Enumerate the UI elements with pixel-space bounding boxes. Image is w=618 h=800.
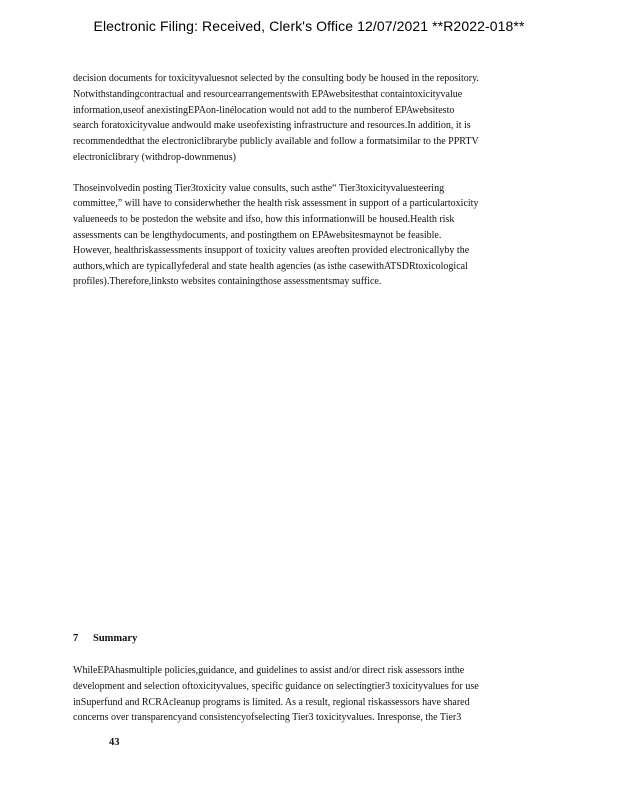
text-line: decision documents for toxicityvaluesnot selected by the consulting body be housed in the repository. (73, 73, 479, 84)
text-line: profiles).Therefore,linksto websites containingthose assessmentsmay suffice. (73, 276, 382, 287)
text-line: WhileEPAhasmultiple policies,guidance, and guidelines to assist and/or direct risk assessors inthe (73, 665, 465, 676)
page-number: 43 (109, 737, 120, 748)
text-line: electroniclibrary (withdrop-downmenus) (73, 152, 237, 163)
section-title: Summary (93, 633, 138, 644)
text-line: Thoseinvolvedin posting Tier3toxicity value consults, such asthe“ Tier3toxicityvaluesteering (73, 183, 445, 194)
text-line: authors,which are typicallyfederal and state health agencies (as isthe casewithATSDRtoxicological (73, 261, 468, 272)
section-number: 7 (73, 633, 79, 644)
text-line: assessments can be lengthydocuments, and postingthem on EPAwebsitesmaynot be feasible. (73, 230, 442, 241)
text-line: Notwithstandingcontractual and resourcearrangementswith EPAwebsitesthat containtoxicityvalue (73, 89, 463, 100)
text-line: concerns over transparencyand consistencyofselecting Tier3 toxicityvalues. Inresponse, the Tier3 (73, 712, 462, 723)
text-line: information,useof anexistingEPAon-linélocation would not add to the numberof EPAwebsitesto (73, 105, 455, 116)
text-line: valueneeds to be postedon the website and ifso, how this informationwill be housed.Health risk (73, 214, 455, 225)
text-line: committee,” will have to considerwhether the health risk assessment in support of a particulartoxicity (73, 198, 479, 209)
text-line: inSuperfund and RCRAcleanup programs is limited. As a result, regional riskassessors have shared (73, 697, 470, 708)
text-line: recommendedthat the electroniclibrarybe publicly available and follow a formatsimilar to the PPRTV (73, 136, 479, 147)
filing-stamp-header: Electronic Filing: Received, Clerk's Office 12/07/2021 **R2022-018** (93, 18, 525, 34)
text-line: search foratoxicityvalue andwould make useofexisting infrastructure and resources.In addition, it is (73, 120, 471, 131)
text-line: However, healthriskassessments insupport of toxicity values areoften provided electronicallyby the (73, 245, 470, 256)
text-line: development and selection oftoxicityvalues, specific guidance on selectingtier3 toxicityvalues for use (73, 681, 479, 692)
section-heading (73, 633, 137, 644)
